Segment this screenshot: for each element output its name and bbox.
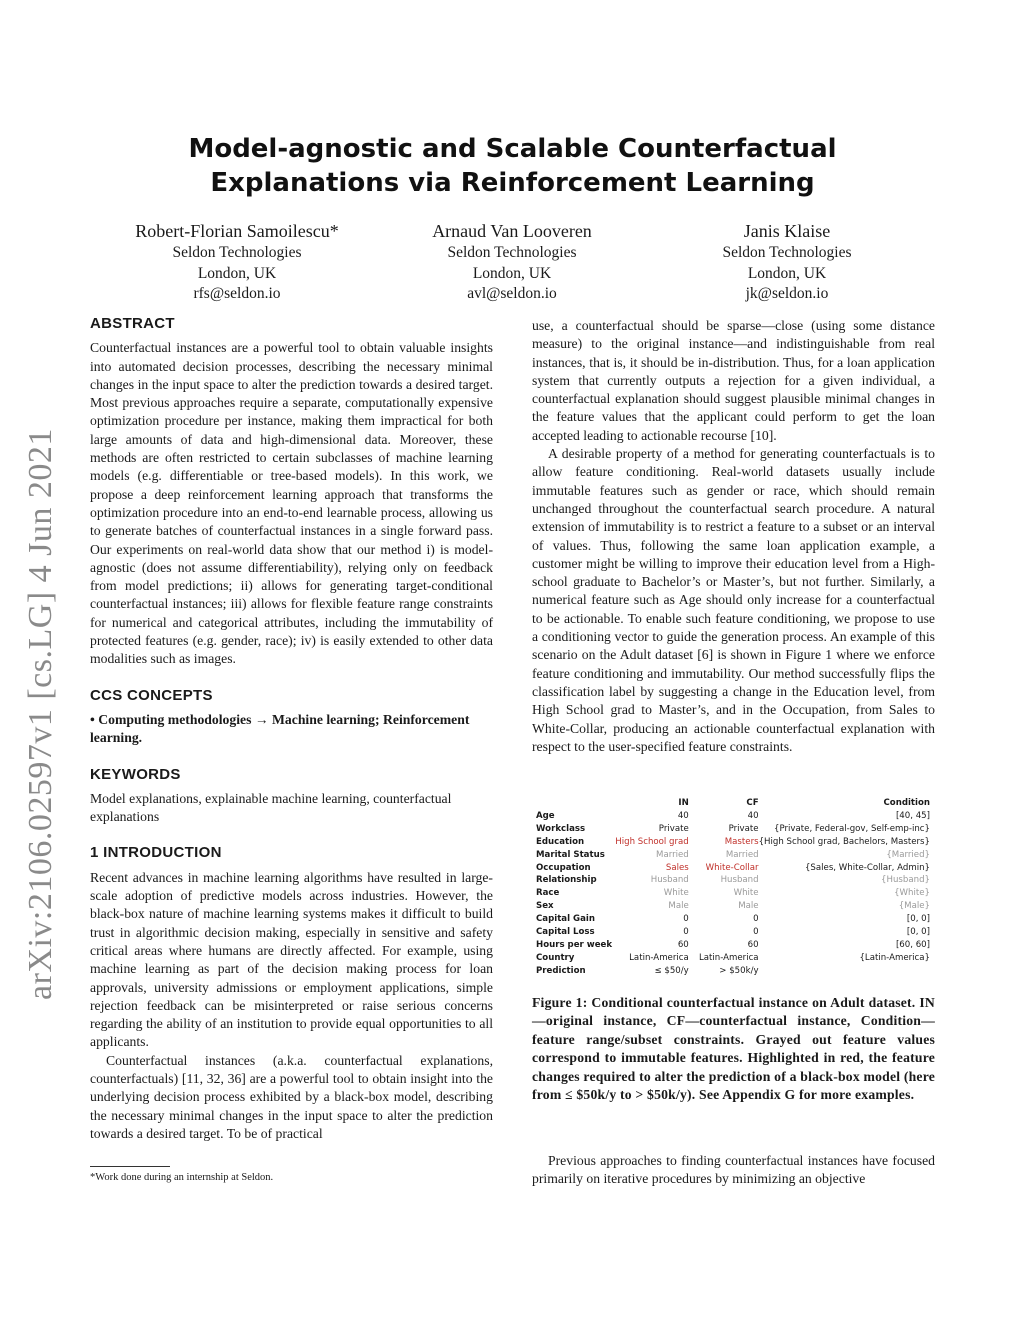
author-affiliation: Seldon Technologies <box>172 244 302 261</box>
condition-value: [60, 60] <box>895 939 930 950</box>
original-value: High School grad <box>615 836 689 847</box>
counterfactual-value: Latin-America <box>698 952 759 963</box>
ccs-text: • Computing methodologies → Machine learning; Reinforcement learning. <box>90 711 470 746</box>
arxiv-identifier: arXiv:2106.02597v1 [cs.LG] 4 Jun 2021 <box>22 428 59 1000</box>
table-header-row <box>536 797 930 810</box>
original-value: Sales <box>665 862 689 873</box>
condition-value: {Husband} <box>881 875 930 886</box>
condition-value: {Sales, White-Collar, Admin} <box>804 862 930 873</box>
counterfactual-value: White-Collar <box>705 862 759 873</box>
right-paragraph-2: A desirable property of a method for generating counterfactuals is to allow feature conditioning. Real-world datasets usually include immutable features such as gender or race, which should remain unchanged throughout the counterfactual search procedure. A natural extension of immutability is to restrict a feature to a subset or an interval of values. Thus, following the same loan application example, a customer might be willing to improve their education level from a High-school graduate to Bachelor’s or Master’s, but not further. Similarly, a numerical feature such as Age should only increase for a counterfactual to be actionable. To enable such feature conditioning, we propose to use a conditioning vector to guide the generation process. An example of this scenario on the Adult dataset [6] is shown in Figure 1 where we enforce feature conditioning and immutability. Our method successfully flips the classification label by suggesting a change in the Education level, from High School grad to Master’s, and in the Occupation, from Sales to White-Collar, producing an actionable counterfactual explanation with respect to the user-specified feature constraints. <box>532 446 935 754</box>
ccs-heading: CCS CONCEPTS <box>90 686 213 704</box>
author-location: London, UK <box>747 264 827 282</box>
original-value: 60 <box>677 939 689 950</box>
table-row <box>536 926 930 939</box>
counterfactual-value: Masters <box>724 836 759 847</box>
table-row <box>536 887 930 900</box>
original-value: Husband <box>650 875 689 886</box>
counterfactual-value: 0 <box>753 927 759 938</box>
counterfactual-value: > $50k/y <box>719 965 759 976</box>
header-in: IN <box>678 798 689 808</box>
table-row <box>536 836 930 849</box>
author-affiliation: Seldon Technologies <box>722 244 852 261</box>
feature-label: Education <box>536 836 585 847</box>
table-row <box>536 849 930 862</box>
condition-value: {White} <box>894 888 930 899</box>
original-value: 0 <box>683 927 689 938</box>
original-value: 0 <box>683 914 689 925</box>
author-email[interactable]: avl@seldon.io <box>467 285 557 302</box>
table-row <box>536 952 930 965</box>
original-value: ≤ $50/y <box>654 965 689 976</box>
author-3 <box>647 220 927 305</box>
figure-1-caption: Figure 1: Conditional counterfactual instance on Adult dataset. IN—original instance, CF—counterfactual instance, Condition—feature range/subset constraints. Grayed out feature values correspond to immutable features. Highlighted in red, the feature changes required to alter the prediction of a black-box model (here from ≤ $50k/y to > $50k/y). See Appendix G for more examples. <box>532 995 935 1103</box>
condition-value <box>759 965 930 978</box>
author-2 <box>372 220 652 305</box>
abstract-text: Counterfactual instances are a powerful tool to obtain valuable insights into automated decision processes, describing the necessary minimal changes in the input space to alter the prediction towards a desired target. Most previous approaches require a separate, computationally expensive optimization procedure per instance, making them impractical for both large amounts of data and high-dimensional data. Moreover, these methods are often restricted to certain subclasses of machine learning models (e.g. differentiable or tree-based models). In this work, we propose a deep reinforcement learning approach that transforms the optimization procedure into an end-to-end learnable process, allowing us to generate batches of counterfactual instances in a single forward pass. Our experiments on real-world data show that our method i) is model-agnostic (does not assume differentiability), relying only on feedback from model predictions; ii) allows for generating target-conditional counterfactual instances; iii) allows for flexible feature range constraints for numerical and categorical attributes, including the immutability of protected features (e.g. gender, race); iv) is easily extended to other data modalities such as images. <box>90 340 493 667</box>
feature-label: Race <box>536 888 560 899</box>
original-value: White <box>663 888 689 899</box>
counterfactual-value: 0 <box>753 914 759 925</box>
header-condition: Condition <box>883 798 930 808</box>
right-column <box>532 317 935 756</box>
condition-value: {Latin-America} <box>859 952 930 963</box>
author-1 <box>97 220 377 305</box>
feature-label: Relationship <box>536 875 597 886</box>
feature-label: Age <box>536 810 555 821</box>
table-row <box>536 862 930 875</box>
author-name: Janis Klaise <box>743 221 831 241</box>
condition-value: {Private, Federal-gov, Self-emp-inc} <box>774 823 930 834</box>
feature-label: Occupation <box>536 862 591 873</box>
author-email[interactable]: rfs@seldon.io <box>193 285 281 302</box>
original-value: 40 <box>677 810 689 821</box>
footnote-rule <box>90 1166 170 1167</box>
counterfactual-value: 40 <box>747 810 759 821</box>
condition-value: {Male} <box>898 901 930 912</box>
counterfactual-value: Married <box>725 849 759 860</box>
original-value: Married <box>656 849 689 860</box>
counterfactual-value: Private <box>728 823 759 834</box>
condition-value: [0, 0] <box>906 927 930 938</box>
author-affiliation: Seldon Technologies <box>447 244 577 261</box>
table-row <box>536 810 930 823</box>
feature-label: Workclass <box>536 823 586 834</box>
feature-label: Capital Gain <box>536 914 595 925</box>
counterfactual-value: White <box>733 888 759 899</box>
right-paragraph-1: use, a counterfactual should be sparse—close (using some distance measure) to the original instance—and indistinguishable from real instances, that is, it should be in-distribution. Thus, for a loan application system that currently outputs a rejection for a given individual, a counterfactual explanation should suggest plausible minimal changes in the feature values that the applicant could perform to get the loan accepted leading to actionable recourse [10]. <box>532 318 935 443</box>
previous-approaches-text: Previous approaches to finding counterfactual instances have focused primarily on iterative procedures by minimizing an objective <box>532 1153 935 1187</box>
feature-label: Hours per week <box>536 939 613 950</box>
table-row <box>536 823 930 836</box>
feature-label: Sex <box>536 901 554 912</box>
feature-label: Capital Loss <box>536 927 595 938</box>
feature-label: Marital Status <box>536 849 605 860</box>
original-value: Male <box>668 901 689 912</box>
left-column <box>90 315 493 1143</box>
counterfactual-value: Male <box>738 901 759 912</box>
header-feature <box>536 797 615 810</box>
original-value: Latin-America <box>629 952 689 963</box>
header-cf: CF <box>746 798 759 808</box>
author-email[interactable]: jk@seldon.io <box>745 285 829 302</box>
feature-label: Country <box>536 952 575 963</box>
intro-heading: 1 INTRODUCTION <box>90 844 222 862</box>
abstract-heading: ABSTRACT <box>90 315 175 332</box>
original-value: Private <box>658 823 689 834</box>
author-name: Arnaud Van Looveren <box>432 221 592 241</box>
intro-paragraph-2: Counterfactual instances (a.k.a. counterfactual explanations, counterfactuals) [11, 32, 36] are a powerful tool to obtain insight into the underlying decision process exhibited by a black-box model, describing the necessary minimal changes in the input space to alter the prediction towards a desired target. To be of practical <box>90 1052 493 1141</box>
keywords-heading: KEYWORDS <box>90 765 181 783</box>
condition-value: [0, 0] <box>906 914 930 925</box>
counterfactual-value: Husband <box>720 875 759 886</box>
table-row <box>536 939 930 952</box>
table-row <box>536 874 930 887</box>
condition-value: {High School grad, Bachelors, Masters} <box>758 836 930 847</box>
right-paragraph-3 <box>532 1152 935 1189</box>
condition-value: [40, 45] <box>895 810 930 821</box>
counterfactual-value: 60 <box>747 939 759 950</box>
feature-label: Prediction <box>536 965 586 976</box>
table-row <box>536 965 930 978</box>
author-name: Robert-Florian Samoilescu* <box>135 221 339 241</box>
condition-value: {Married} <box>886 849 930 860</box>
keywords-text: Model explanations, explainable machine learning, counterfactual explanations <box>90 790 452 825</box>
footnote: *Work done during an internship at Seldon. <box>90 1172 274 1183</box>
table-row <box>536 913 930 926</box>
intro-paragraph-1: Recent advances in machine learning algorithms have resulted in large-scale adoption of predictive models across industries. However, the black-box nature of machine learning systems makes it difficult to build trust in algorithmic decision making, especially in sensitive and safety critical areas where humans are directly affected. For example, using machine learning as part of the decision making process for loan approvals, university admissions or employment applications, simple rejection feedback can be misinterpreted or raise serious concerns regarding the ability of an institution to provide equal opportunities to all applicants. <box>90 869 493 1050</box>
table-row <box>536 900 930 913</box>
author-location: London, UK <box>197 264 277 282</box>
author-location: London, UK <box>472 264 552 282</box>
paper-title: Model-agnostic and Scalable Counterfactual Explanations via Reinforcement Learning <box>188 134 837 198</box>
figure-1-table <box>536 797 930 978</box>
